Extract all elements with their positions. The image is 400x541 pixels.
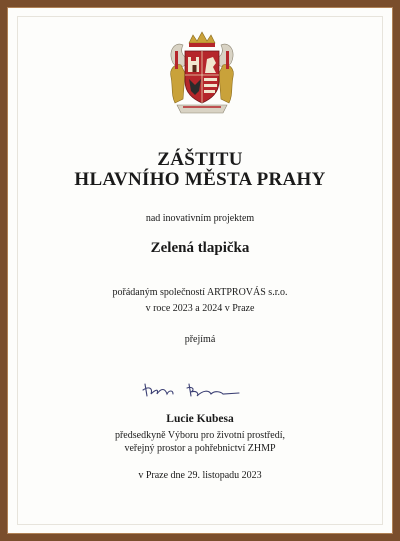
organizer-text: pořádaným společností ARTPROVÁS s.r.o. [112,287,288,298]
signatory-title-line-1: předsedkyně Výboru pro životní prostředí, [114,430,286,441]
prague-coat-of-arms-icon [165,29,239,117]
place-date: v Praze dne 29. listopadu 2023 [138,470,262,481]
heading-line-1: ZÁŠTITU [157,149,243,170]
signatory-name: Lucie Kubesa [166,413,234,425]
intro-text: nad inovativním projektem [145,213,255,224]
heading-line-2: HLAVNÍHO MĚSTA PRAHY [74,169,326,190]
accepts-text: přejímá [184,334,216,345]
period-text: v roce 2023 a 2024 v Praze [145,303,255,314]
project-name: Zelená tlapička [150,240,250,256]
handwritten-signature-icon [139,378,249,400]
signatory-title-line-2: veřejný prostor a pohřebnictví ZHMP [124,443,276,454]
certificate-content [7,7,393,534]
